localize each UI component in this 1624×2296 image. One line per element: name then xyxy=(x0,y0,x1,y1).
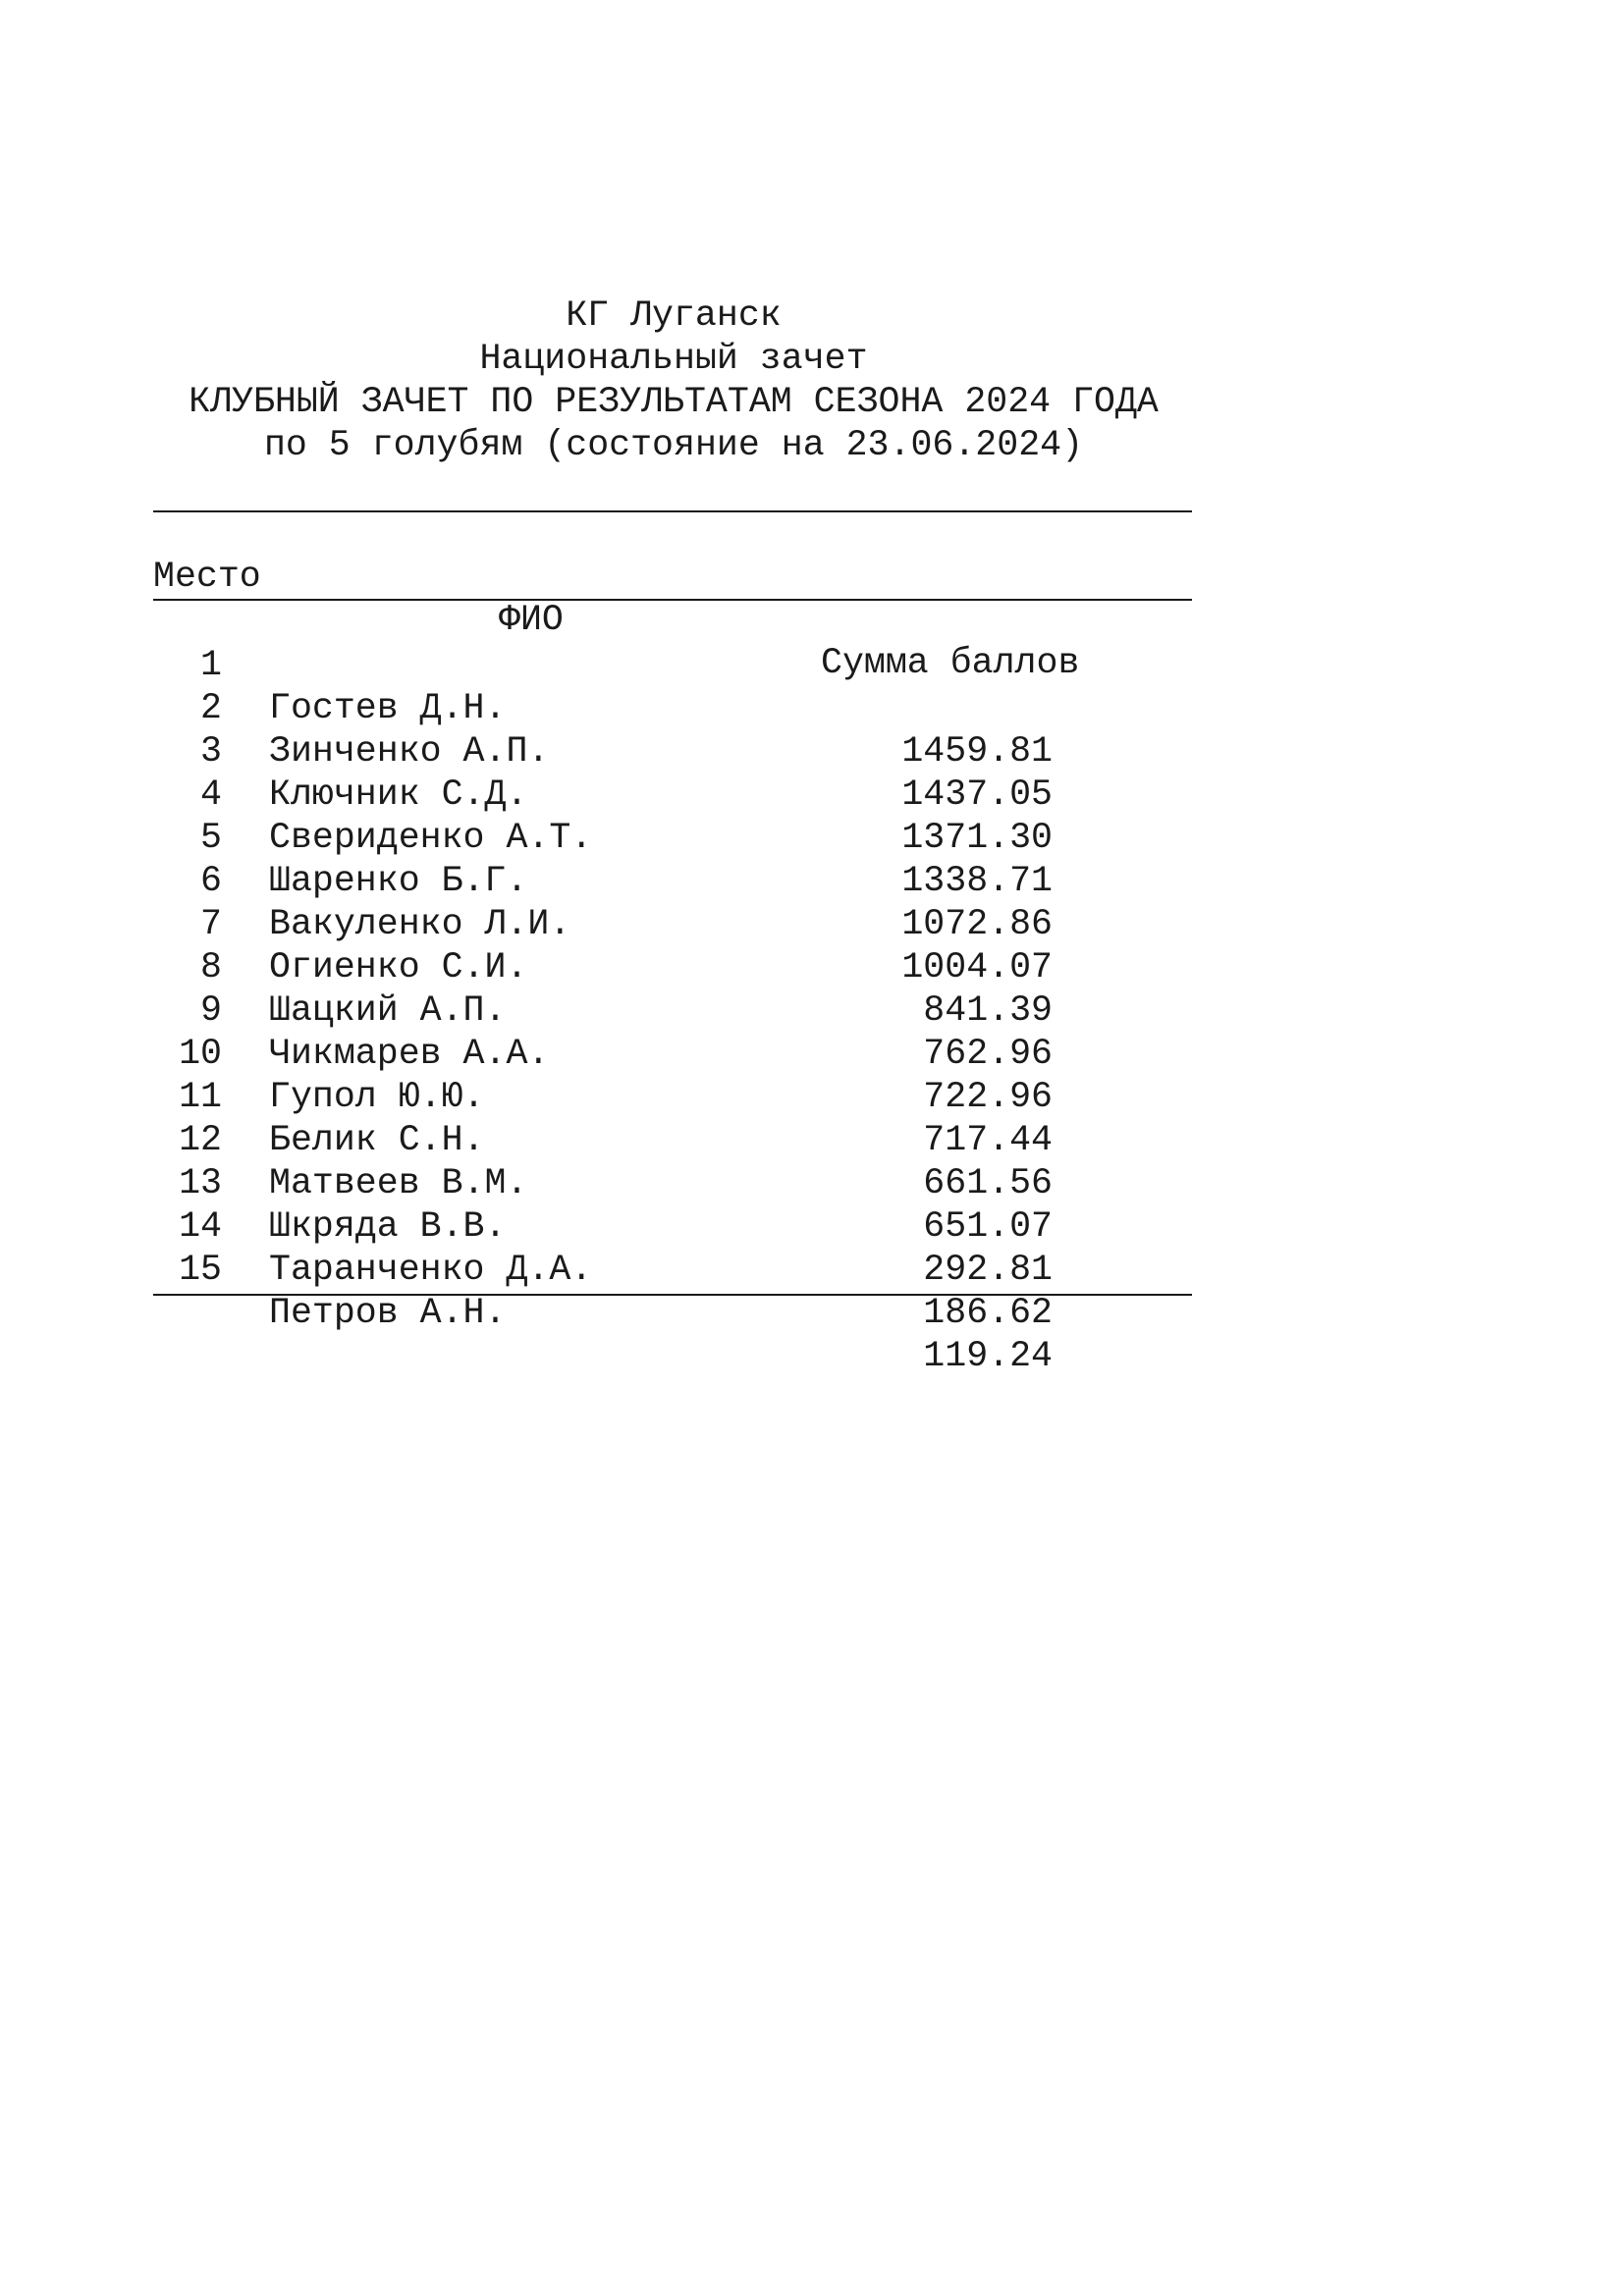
row-score: 841.39 xyxy=(923,990,1053,1031)
row-name: Свериденко А.Т. xyxy=(269,818,593,858)
club-name: КГ Луганск xyxy=(566,295,782,336)
row-score: 762.96 xyxy=(923,1034,1053,1074)
row-name: Огиенко С.И. xyxy=(269,947,528,988)
report-title: КЛУБНЫЙ ЗАЧЕТ ПО РЕЗУЛЬТАТАМ СЕЗОНА 2024 ГОДА xyxy=(189,382,1159,422)
row-place: 8 xyxy=(200,947,222,988)
row-score: 722.96 xyxy=(923,1077,1053,1117)
results-table-body xyxy=(153,605,1194,1376)
divider-bottom xyxy=(153,1294,1192,1296)
row-place: 1 xyxy=(200,645,222,685)
row-name: Гупол Ю.Ю. xyxy=(269,1077,485,1117)
results-report xyxy=(153,0,1194,1512)
row-score: 186.62 xyxy=(923,1293,1053,1333)
row-name: Шаренко Б.Г. xyxy=(269,861,528,901)
row-score: 661.56 xyxy=(923,1163,1053,1203)
row-place: 12 xyxy=(179,1120,222,1160)
column-header-score: Сумма баллов xyxy=(821,643,1080,683)
row-place: 11 xyxy=(179,1077,222,1117)
row-place: 7 xyxy=(200,904,222,944)
row-place: 6 xyxy=(200,861,222,901)
column-header-place: Место xyxy=(153,557,261,597)
row-score: 1371.30 xyxy=(901,818,1053,858)
row-place: 13 xyxy=(179,1163,222,1203)
row-name: Гостев Д.Н. xyxy=(269,688,507,728)
row-score: 717.44 xyxy=(923,1120,1053,1160)
row-place: 4 xyxy=(200,774,222,815)
row-score: 292.81 xyxy=(923,1250,1053,1290)
row-score: 651.07 xyxy=(923,1206,1053,1247)
row-name: Шкряда В.В. xyxy=(269,1206,507,1247)
row-score: 1338.71 xyxy=(901,861,1053,901)
row-place: 2 xyxy=(200,688,222,728)
row-place: 15 xyxy=(179,1250,222,1290)
column-header-name: ФИО xyxy=(499,600,564,640)
row-place: 3 xyxy=(200,731,222,772)
row-name: Зинченко А.П. xyxy=(269,731,550,772)
row-place: 5 xyxy=(200,818,222,858)
row-score: 1004.07 xyxy=(901,947,1053,988)
row-score: 1072.86 xyxy=(901,904,1053,944)
row-name: Петров А.Н. xyxy=(269,1293,507,1333)
row-score: 1437.05 xyxy=(901,774,1053,815)
row-place: 9 xyxy=(200,990,222,1031)
row-name: Матвеев В.М. xyxy=(269,1163,528,1203)
row-score: 119.24 xyxy=(923,1336,1053,1376)
row-name: Чикмарев А.А. xyxy=(269,1034,550,1074)
report-subtitle: по 5 голубям (состояние на 23.06.2024) xyxy=(263,425,1084,465)
row-score: 1459.81 xyxy=(901,731,1053,772)
competition-name: Национальный зачет xyxy=(479,339,868,379)
row-place: 14 xyxy=(179,1206,222,1247)
row-place: 10 xyxy=(179,1034,222,1074)
table-header xyxy=(153,512,1194,683)
row-name: Таранченко Д.А. xyxy=(269,1250,593,1290)
row-name: Вакуленко Л.И. xyxy=(269,904,571,944)
row-name: Белик С.Н. xyxy=(269,1120,485,1160)
row-name: Ключник С.Д. xyxy=(269,774,528,815)
row-name: Шацкий А.П. xyxy=(269,990,507,1031)
